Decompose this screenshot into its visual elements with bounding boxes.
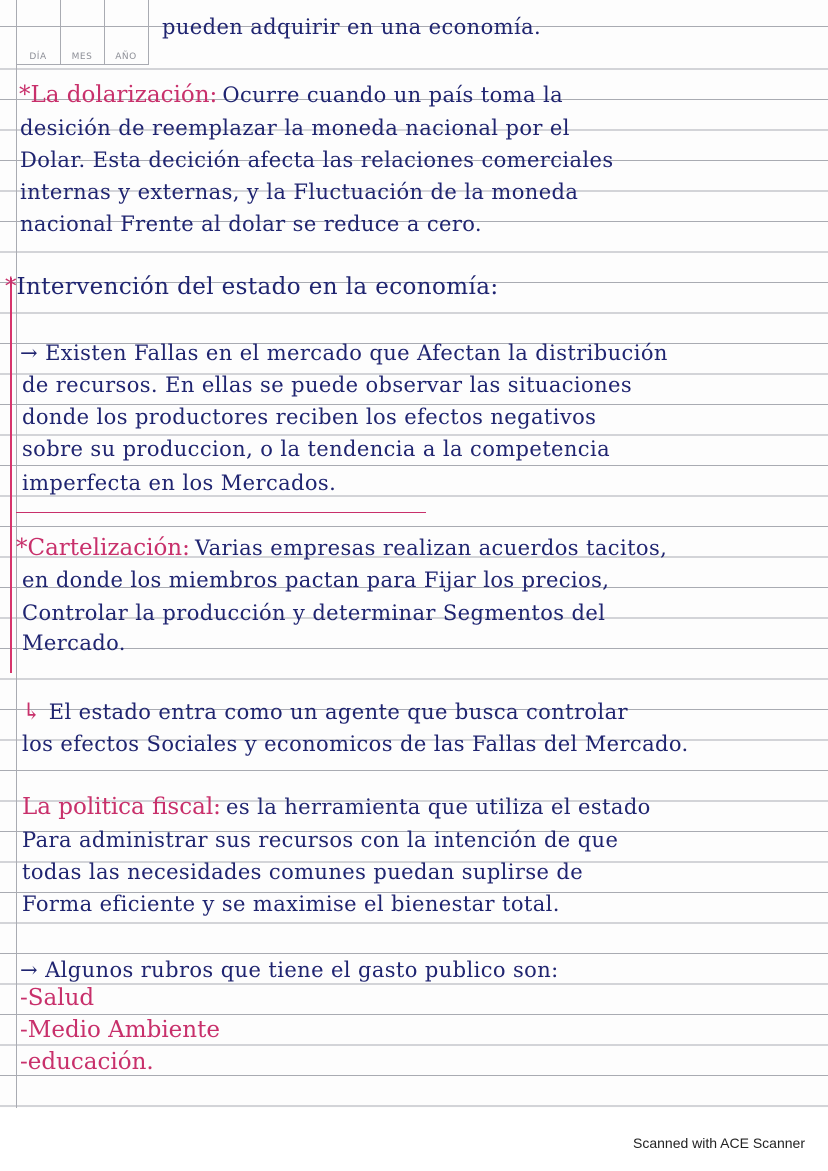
politica-heading: La politica fiscal: (22, 794, 221, 820)
politica-line-1: es la herramienta que utiliza el estado (226, 795, 651, 819)
estado-line-1-text: El estado entra como un agente que busca controlar (48, 700, 628, 724)
politica-first-line (22, 792, 651, 824)
dash-icon: - (20, 1049, 28, 1075)
date-month-cell (60, 0, 105, 64)
fallas-line-1-text: Existen Fallas en el mercado que Afectan la distribución (45, 341, 668, 365)
gasto-item-salud (20, 983, 94, 1013)
gasto-item-salud-text: Salud (27, 985, 95, 1011)
dolarizacion-heading: La dolarización: (30, 82, 218, 108)
dolarizacion-line-2: desición de reemplazar la moneda nacional por el (20, 116, 570, 140)
dolarizacion-asterisk: * (19, 82, 31, 108)
dolarizacion-line-5: nacional Frente al dolar se reduce a cero. (20, 212, 483, 236)
date-month-label: MES (71, 52, 93, 62)
fallas-line-4: sobre su produccion, o la tendencia a la competencia (22, 437, 611, 461)
gasto-line-text: Algunos rubros que tiene el gasto publico son: (45, 958, 559, 982)
dolarizacion-line-3: Dolar. Esta decición afecta las relaciones comerciales (20, 148, 614, 172)
cartelizacion-heading: Cartelización: (27, 535, 190, 561)
politica-line-4: Forma eficiente y se maximise el bienestar total. (22, 892, 560, 916)
section-divider (16, 512, 426, 513)
cartelizacion-line-2: en donde los miembros pactan para Fijar los precios, (22, 568, 610, 592)
estado-line-1 (22, 697, 628, 727)
fallas-line-2: de recursos. En ellas se puede observar las situaciones (22, 373, 633, 397)
fallas-line-5: imperfecta en los Mercados. (22, 471, 337, 495)
dolarizacion-line-1: Ocurre cuando un país toma la (222, 83, 564, 107)
cartelizacion-line-1: Varias empresas realizan acuerdos tacitos, (194, 536, 668, 560)
gasto-item-medio-ambiente-text: Medio Ambiente (27, 1017, 220, 1043)
dolarizacion-first-line (19, 80, 563, 112)
intro-line: pueden adquirir en una economía. (162, 15, 542, 39)
date-day-label: DÍA (29, 52, 47, 62)
dolarizacion-line-4: internas y externas, y la Fluctuación de la moneda (20, 180, 579, 204)
politica-line-3: todas las necesidades comunes puedan suplirse de (22, 860, 584, 884)
intervencion-heading: Intervención del estado en la economía: (16, 274, 499, 300)
gasto-line (20, 955, 559, 985)
intervencion-heading-row (5, 272, 498, 304)
date-day-cell (16, 0, 61, 64)
arrow-right-icon: → (20, 958, 38, 982)
politica-line-2: Para administrar sus recursos con la intención de que (22, 828, 619, 852)
arrow-down-right-icon: ↳ (22, 699, 42, 725)
arrow-right-icon: → (20, 341, 38, 365)
gasto-item-educacion (20, 1047, 154, 1077)
gasto-item-medio-ambiente (20, 1015, 220, 1045)
cartelizacion-line-4: Mercado. (22, 631, 126, 655)
cartelizacion-line-3: Controlar la producción y determinar Segmentos del (22, 601, 606, 625)
cartelizacion-first-line (16, 533, 667, 565)
date-year-label: AÑO (115, 52, 137, 62)
date-box (16, 0, 149, 65)
scanner-watermark: Scanned with ACE Scanner (633, 1135, 805, 1151)
cartelizacion-asterisk: * (16, 535, 28, 561)
intervencion-asterisk: * (5, 274, 17, 300)
left-margin-highlight (10, 278, 12, 673)
dash-icon: - (20, 1017, 28, 1043)
gasto-item-educacion-text: educación. (27, 1049, 154, 1075)
estado-line-2: los efectos Sociales y economicos de las Fallas del Mercado. (22, 732, 689, 756)
dash-icon: - (20, 985, 28, 1011)
fallas-line-1 (20, 338, 668, 368)
fallas-line-3: donde los productores reciben los efectos negativos (22, 405, 597, 429)
date-year-cell (104, 0, 149, 64)
